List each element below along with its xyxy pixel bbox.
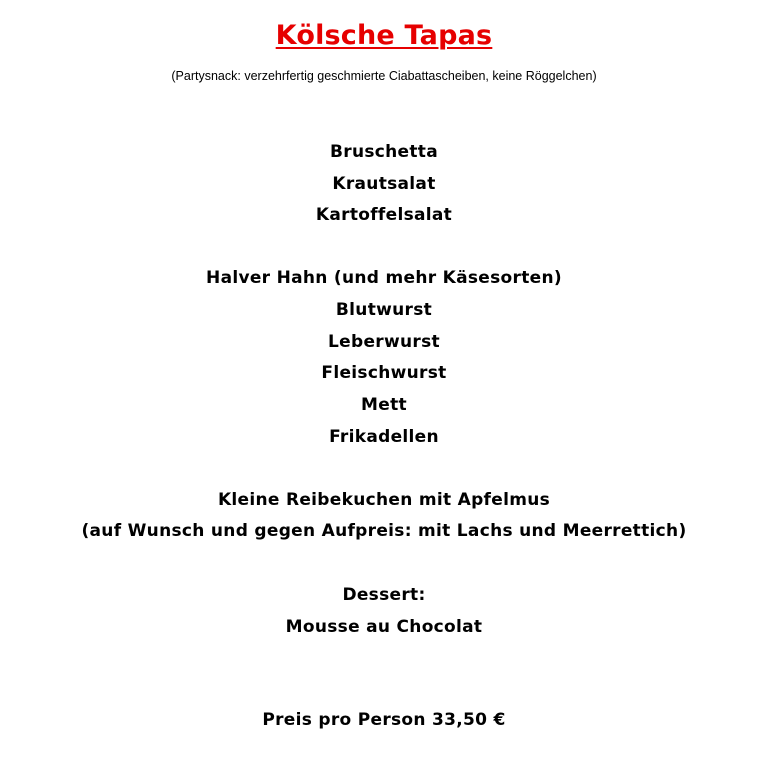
menu-item-fleischwurst: Fleischwurst — [321, 363, 447, 383]
menu-title: Kölsche Tapas — [275, 20, 493, 51]
menu-item-krautsalat: Krautsalat — [332, 174, 436, 194]
menu-item-reibekuchen-note: (auf Wunsch und gegen Aufpreis: mit Lachs und Meerrettich) — [81, 521, 687, 541]
menu-item-frikadellen: Frikadellen — [329, 427, 439, 447]
menu-item-blutwurst: Blutwurst — [335, 300, 433, 320]
menu-subtitle: (Partysnack: verzehrfertig geschmierte Ciabattascheiben, keine Röggelchen) — [171, 69, 597, 83]
menu-item-leberwurst: Leberwurst — [328, 332, 440, 352]
price-line: Preis pro Person 33,50 € — [262, 710, 506, 730]
menu-item-kartoffelsalat: Kartoffelsalat — [315, 205, 453, 225]
dessert-item: Mousse au Chocolat — [285, 617, 483, 637]
menu-item-mett: Mett — [361, 395, 407, 415]
menu-item-halver-hahn: Halver Hahn (und mehr Käsesorten) — [206, 268, 562, 288]
dessert-label: Dessert: — [342, 585, 426, 605]
menu-item-bruschetta: Bruschetta — [330, 142, 438, 162]
menu-item-reibekuchen: Kleine Reibekuchen mit Apfelmus — [217, 490, 551, 510]
